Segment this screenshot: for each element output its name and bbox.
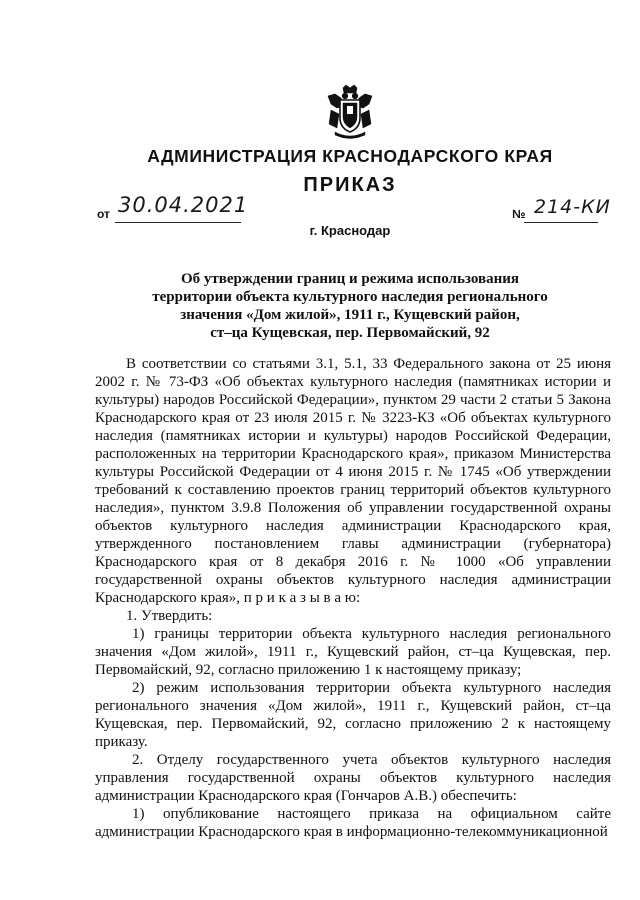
preamble-paragraph: В соответствии со статьями 3.1, 5.1, 33 Федерального закона от 25 июня 2002 г. № 73-ФЗ «Об объектах культурного наследия (памятниках истории и культуры) народов Российской Федерации», пунктом 29 части 2 статьи 5 Закона Краснодарского края от 23 июля 2015 г. № 3223-КЗ «Об объектах культурного наследия (памятниках истории и культуры) народов Российской Федерации, расположенных на территории Краснодарского края», приказом Министерства культуры Российской Федерации от 4 июня 2015 г. № 1745 «Об утверждении требований к составлению проектов границ территорий объектов культурного наследия», пунктом 3.9.8 Положения об управлении государственной охраны объектов культурного наследия администрации Краснодарского края, утвержденного постановлением главы администрации (губернатора) Краснодарского края от 8 декабря 2016 г. № 1000 «Об управлении государственной охраны объектов культурного наследия администрации Краснодарского края», п р и к а з ы в а ю: xyxy=(95,356,611,606)
item-2-subitem-1: 1) опубликование настоящего приказа на официальном сайте администрации Краснодарского края в информационно-телекоммуникационной xyxy=(95,806,611,840)
item-1-subitem-2: 2) режим использования территории объекта культурного наследия регионального значения «Дом жилой», 1911 г., Кущевский район, ст–ца Кущевская, пер. Первомайский, 92, согласно приложению 2 к настоящему приказу. xyxy=(95,680,611,750)
number-label: № xyxy=(512,207,526,221)
document-body xyxy=(95,355,611,841)
document-title xyxy=(95,270,605,342)
document-type: ПРИКАЗ xyxy=(303,174,397,196)
item-2: 2. Отделу государственного учета объектов культурного наследия управления государственной охраны объектов культурного наследия администрации Краснодарского края (Гончаров А.В.) обеспечить: xyxy=(95,752,611,804)
item-1: 1. Утвердить: xyxy=(126,608,213,624)
handwritten-number: 214-КИ xyxy=(534,196,611,218)
handwritten-date: 30.04.2021 xyxy=(118,193,249,217)
date-label: от xyxy=(97,207,110,221)
item-1-subitem-1: 1) границы территории объекта культурного наследия регионального значения «Дом жилой», 1911 г., Кущевский район, ст–ца Кущевская, пер. Первомайский, 92, согласно приложению 1 к настоящему приказу; xyxy=(95,626,611,678)
title-line: ст–ца Кущевская, пер. Первомайский, 92 xyxy=(210,325,490,341)
title-line: значения «Дом жилой», 1911 г., Кущевский район, xyxy=(180,307,520,323)
title-line: территории объекта культурного наследия регионального xyxy=(152,289,548,305)
krasnodar-coat-of-arms-emblem xyxy=(325,84,375,140)
title-line: Об утверждении границ и режима использования xyxy=(181,271,519,287)
city: г. Краснодар xyxy=(309,223,391,238)
organization-name: АДМИНИСТРАЦИЯ КРАСНОДАРСКОГО КРАЯ xyxy=(147,146,553,166)
